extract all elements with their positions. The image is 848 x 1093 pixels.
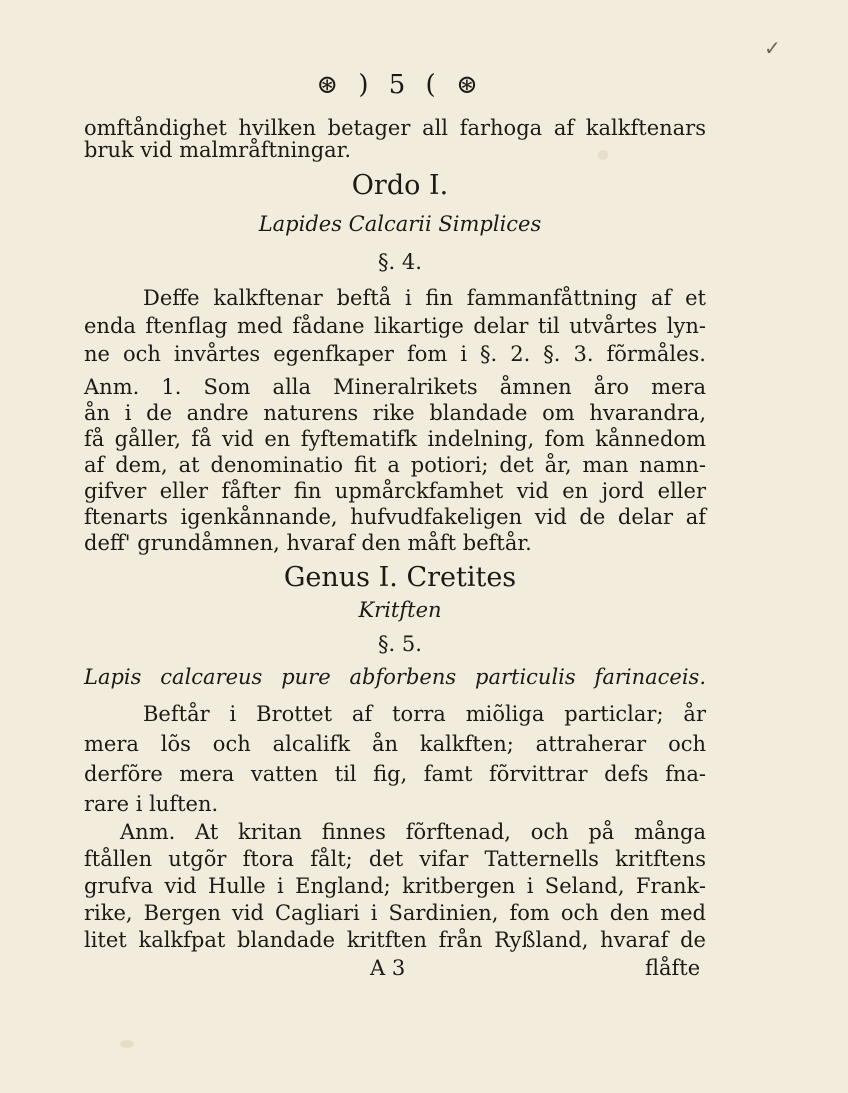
- intro-line-1: omftåndighet hvilken betager all farhoga af kalkftenars: [84, 116, 706, 140]
- section-5-line-2: mera lõs och alcalifk ån kalkften; attraherar och: [84, 732, 706, 756]
- anm-2-line-2: ftållen utgõr ftora fålt; det vifar Tatternells kritftens: [84, 847, 706, 871]
- section-5-line-4: rare i luften.: [84, 792, 219, 816]
- pencil-checkmark-icon: ✓: [764, 36, 781, 60]
- genus-title: Genus I. Cretites: [283, 562, 517, 593]
- paper-stain: [120, 1040, 134, 1048]
- genus-subtitle: Kritften: [358, 598, 442, 622]
- anm-1-line-1: Anm. 1. Som alla Mineralrikets åmnen åro mera: [84, 375, 706, 399]
- section-4-line-2: enda ftenflag med fådane likartige delar til utvårtes lyn-: [84, 314, 706, 338]
- catchword: flåfte: [645, 956, 701, 980]
- anm-1-line-2: ån i de andre naturens rike blandade om hvarandra,: [84, 401, 706, 425]
- section-5-line-1: Beftår i Brottet af torra miõliga particlar; år: [143, 702, 706, 726]
- paper-stain: [598, 150, 608, 160]
- page-header: ⊛ ) 5 ( ⊛: [316, 70, 484, 100]
- signature-mark: A 3: [370, 956, 406, 980]
- anm-1-line-6: ftenarts igenkånnande, hufvudfakeligen vid de delar af: [84, 505, 706, 529]
- anm-1-line-4: af dem, at denominatio fit a potiori; det år, man namn-: [84, 453, 706, 477]
- anm-2-line-1: Anm. At kritan finnes fõrftenad, och på många: [120, 820, 706, 844]
- anm-2-line-3: grufva vid Hulle i England; kritbergen i Seland, Frank-: [84, 874, 706, 898]
- ordo-title: Ordo I.: [351, 170, 449, 201]
- section-4-line-1: Deffe kalkftenar beftå i fin fammanfåttning af et: [143, 286, 706, 310]
- section-4-label: §. 4.: [378, 250, 422, 274]
- section-4-line-3: ne och invårtes egenfkaper fom i §. 2. §. 3. fõrmåles.: [84, 342, 706, 366]
- anm-2-line-5: litet kalkfpat blandade kritften från Ryßland, hvaraf de: [84, 928, 706, 952]
- section-5-label: §. 5.: [378, 632, 422, 656]
- intro-line-2: bruk vid malmråftningar.: [84, 138, 352, 162]
- section-5-line-3: derfõre mera vatten til fig, famt fõrvittrar defs fna-: [84, 762, 706, 786]
- anm-1-line-5: gifver eller fåfter fin upmårckfamhet vid en jord eller: [84, 479, 706, 503]
- latin-heading: Lapis calcareus pure abforbens particulis farinaceis.: [84, 665, 706, 689]
- anm-1-line-3: få gåller, få vid en fyftematifk indelning, fom kånnedom: [84, 427, 706, 451]
- ordo-subtitle: Lapides Calcarii Simplices: [258, 212, 542, 236]
- anm-2-line-4: rike, Bergen vid Cagliari i Sardinien, fom och den med: [84, 901, 706, 925]
- anm-1-line-7: deff' grundåmnen, hvaraf den måft beftår.: [84, 531, 532, 555]
